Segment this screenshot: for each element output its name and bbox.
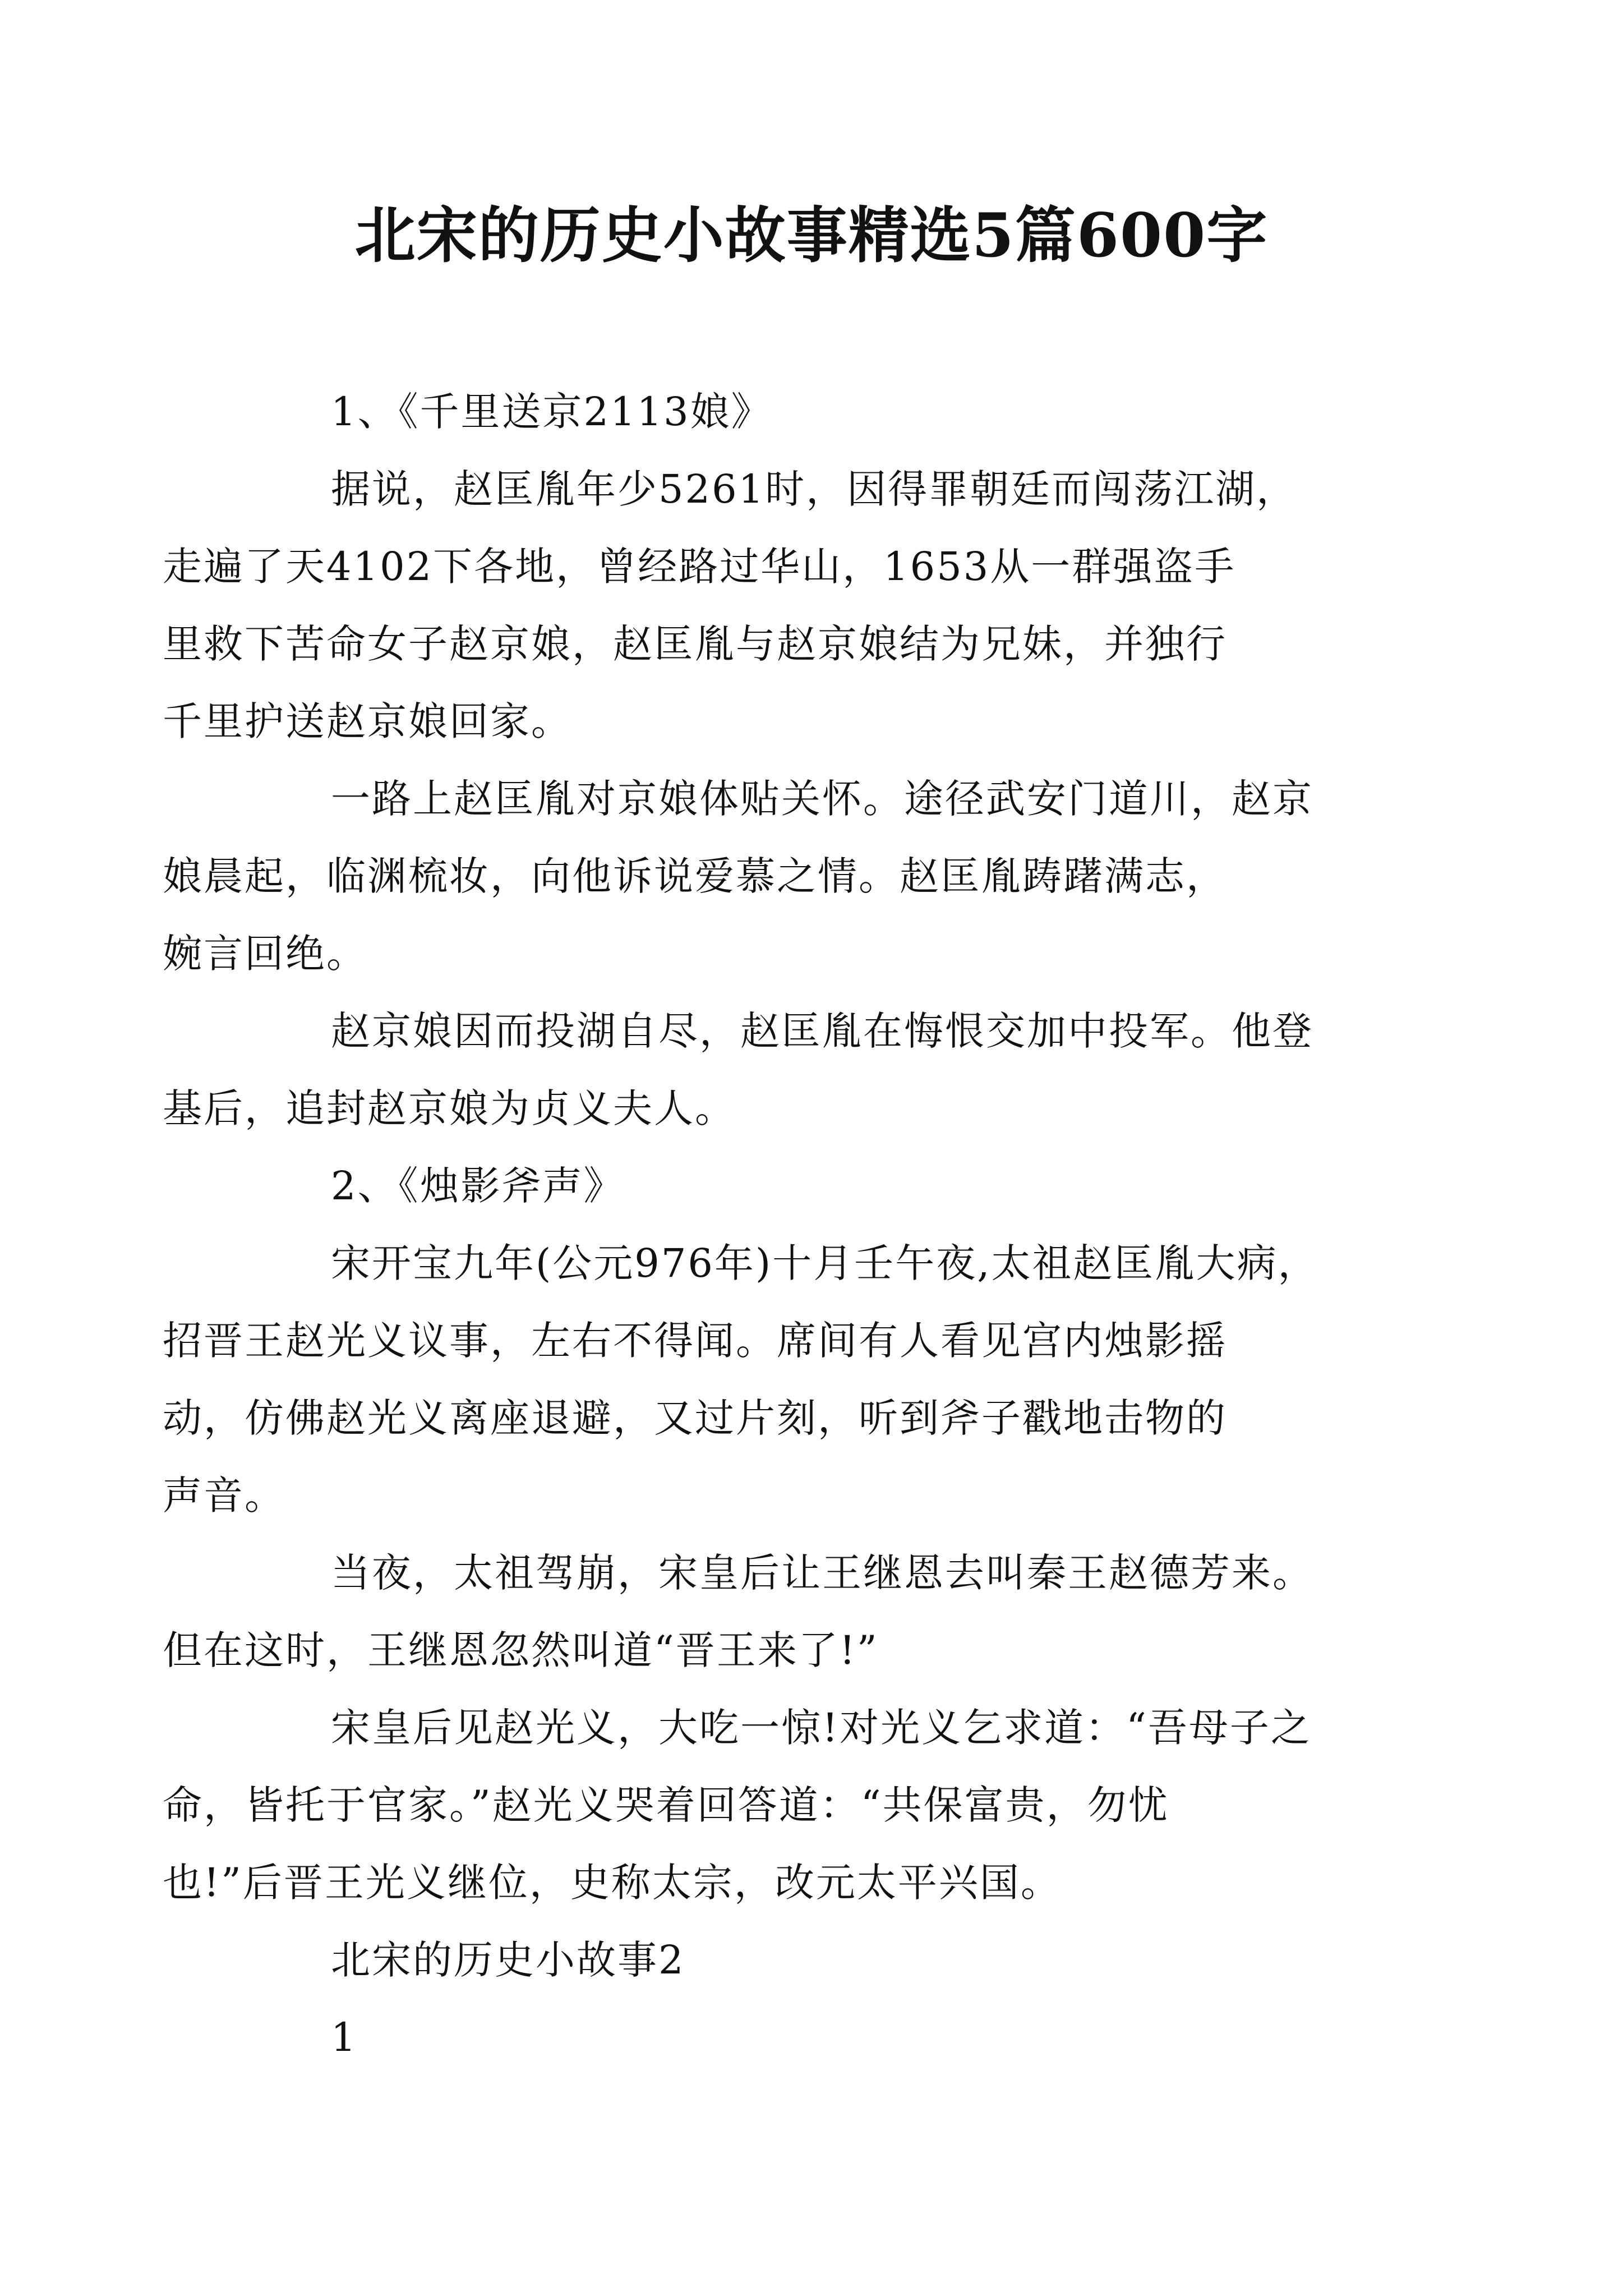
paragraph-line: 宋开宝九年(公元976年)十月壬午夜,太祖赵匡胤大病， [331, 1240, 1319, 1286]
paragraph-line: 宋皇后见赵光义，大吃一惊!对光义乞求道：“吾母子之 [331, 1705, 1312, 1751]
paragraph-line: 千里护送赵京娘回家。 [163, 698, 572, 744]
paragraph-line: 走遍了天4102下各地，曾经路过华山，1653从一群强盗手 [163, 544, 1236, 590]
paragraph-line: 婉言回绝。 [163, 931, 367, 977]
paragraph-line: 当夜，太祖驾崩，宋皇后让王继恩去叫秦王赵德芳来。 [331, 1550, 1313, 1596]
paragraph-line: 基后，追封赵京娘为贞义夫人。 [163, 1085, 736, 1131]
document-title: 北宋的历史小故事精选5篇600字 [354, 200, 1269, 271]
paragraph-7 [163, 1534, 1385, 1689]
paragraph-line: 2、《烛影斧声》 [331, 1163, 625, 1209]
paragraph-line: 据说，赵匡胤年少5261时，因得罪朝廷而闯荡江湖， [331, 466, 1298, 512]
paragraph-4 [163, 992, 1385, 1147]
paragraph-1 [247, 373, 1385, 450]
paragraph-10 [247, 1999, 1385, 2076]
paragraph-line: 北宋的历史小故事2 [331, 1937, 685, 1983]
paragraph-8 [163, 1689, 1385, 1921]
paragraph-line: 命，皆托于官家。”赵光义哭着回答道：“共保富贵，勿忧 [163, 1782, 1169, 1828]
paragraph-line: 一路上赵匡胤对京娘体贴关怀。途径武安门道川，赵京 [331, 776, 1313, 822]
paragraph-line: 也!”后晋王光义继位，史称太宗，改元太平兴国。 [163, 1860, 1062, 1906]
paragraph-line: 1 [331, 2014, 358, 2060]
paragraph-5 [247, 1147, 1385, 1225]
paragraph-3 [163, 760, 1385, 992]
document-body [163, 373, 1385, 2076]
paragraph-line: 动，仿佛赵光义离座退避，又过片刻，听到斧子戳地击物的 [163, 1395, 1227, 1441]
paragraph-line: 1、《千里送京2113娘》 [331, 389, 772, 435]
paragraph-line: 娘晨起，临渊梳妆，向他诉说爱慕之情。赵匡胤踌躇满志， [163, 853, 1227, 899]
paragraph-line: 但在这时，王继恩忽然叫道“晋王来了!” [163, 1627, 879, 1673]
paragraph-9 [247, 1921, 1385, 1999]
paragraph-6 [163, 1225, 1385, 1534]
paragraph-line: 招晋王赵光义议事，左右不得闻。席间有人看见宫内烛影摇 [163, 1318, 1227, 1364]
paragraph-line: 里救下苦命女子赵京娘，赵匡胤与赵京娘结为兄妹，并独行 [163, 621, 1227, 667]
paragraph-2 [163, 450, 1385, 760]
paragraph-line: 赵京娘因而投湖自尽，赵匡胤在悔恨交加中投军。他登 [331, 1008, 1313, 1054]
paragraph-line: 声音。 [163, 1473, 285, 1519]
